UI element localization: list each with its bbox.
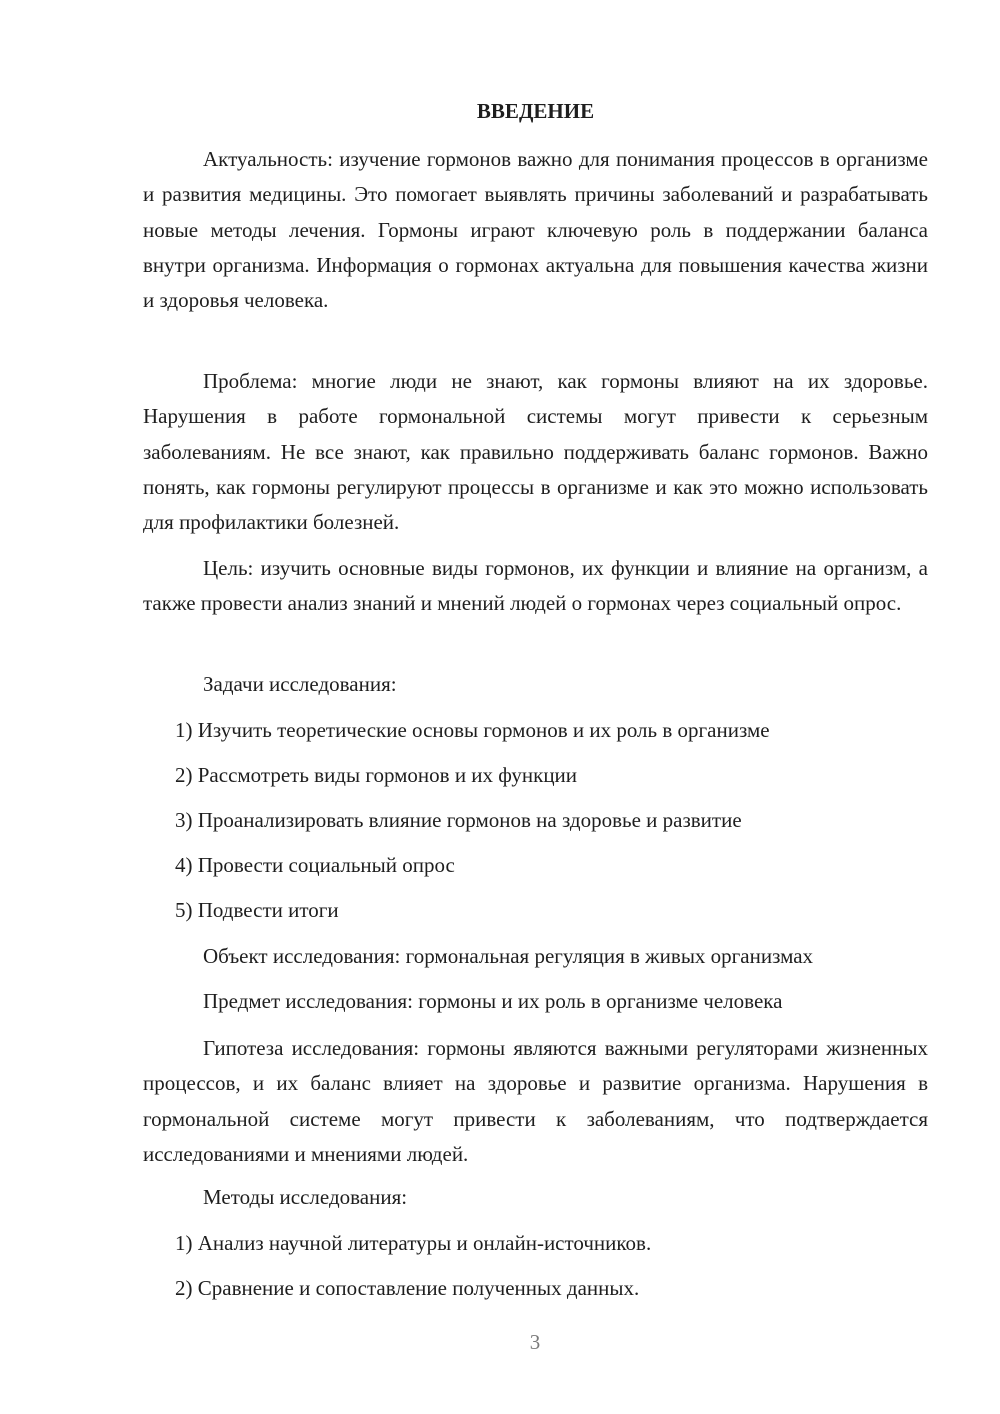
task-item: 4) Провести социальный опрос bbox=[175, 853, 455, 877]
tasks-heading: Задачи исследования: bbox=[203, 672, 397, 696]
task-item: 5) Подвести итоги bbox=[175, 898, 339, 922]
method-item: 2) Сравнение и сопоставление полученных данных. bbox=[175, 1276, 640, 1300]
problem-paragraph: Проблема: многие люди не знают, как гормоны влияют на их здоровье. Нарушения в работе гормональной системы могут привести к серьезным заболеваниям. Не все знают, как правильно поддерживать баланс гормонов. Важно понять, как гормоны регулируют процессы в организме и как это можно использовать для профилактики болезней. bbox=[143, 369, 928, 535]
method-item: 1) Анализ научной литературы и онлайн-источников. bbox=[175, 1231, 652, 1255]
task-item: 2) Рассмотреть виды гормонов и их функции bbox=[175, 763, 578, 787]
page-number: 3 bbox=[529, 1330, 541, 1354]
relevance-paragraph: Актуальность: изучение гормонов важно для понимания процессов в организме и развития медицины. Это помогает выявлять причины заболеваний и разрабатывать новые методы лечения. Гормоны играют ключевую роль в поддержании баланса внутри организма. Информация о гормонах актуальна для повышения качества жизни и здоровья человека. bbox=[143, 147, 928, 313]
hypothesis-paragraph: Гипотеза исследования: гормоны являются важными регуляторами жизненных процессов, и их баланс влияет на здоровье и развитие организма. Нарушения в гормональной системе могут привести к заболеваниям, что подтверждается исследованиями и мнениями людей. bbox=[143, 1036, 928, 1166]
research-object: Объект исследования: гормональная регуляция в живых организмах bbox=[203, 944, 814, 968]
goal-paragraph: Цель: изучить основные виды гормонов, их функции и влияние на организм, а также провести анализ знаний и мнений людей о гормонах через социальный опрос. bbox=[143, 556, 928, 616]
task-item: 3) Проанализировать влияние гормонов на здоровье и развитие bbox=[175, 808, 742, 832]
page-title: ВВЕДЕНИЕ bbox=[476, 99, 595, 123]
methods-heading: Методы исследования: bbox=[203, 1185, 408, 1209]
research-subject: Предмет исследования: гормоны и их роль в организме человека bbox=[203, 989, 783, 1013]
task-item: 1) Изучить теоретические основы гормонов и их роль в организме bbox=[175, 718, 770, 742]
